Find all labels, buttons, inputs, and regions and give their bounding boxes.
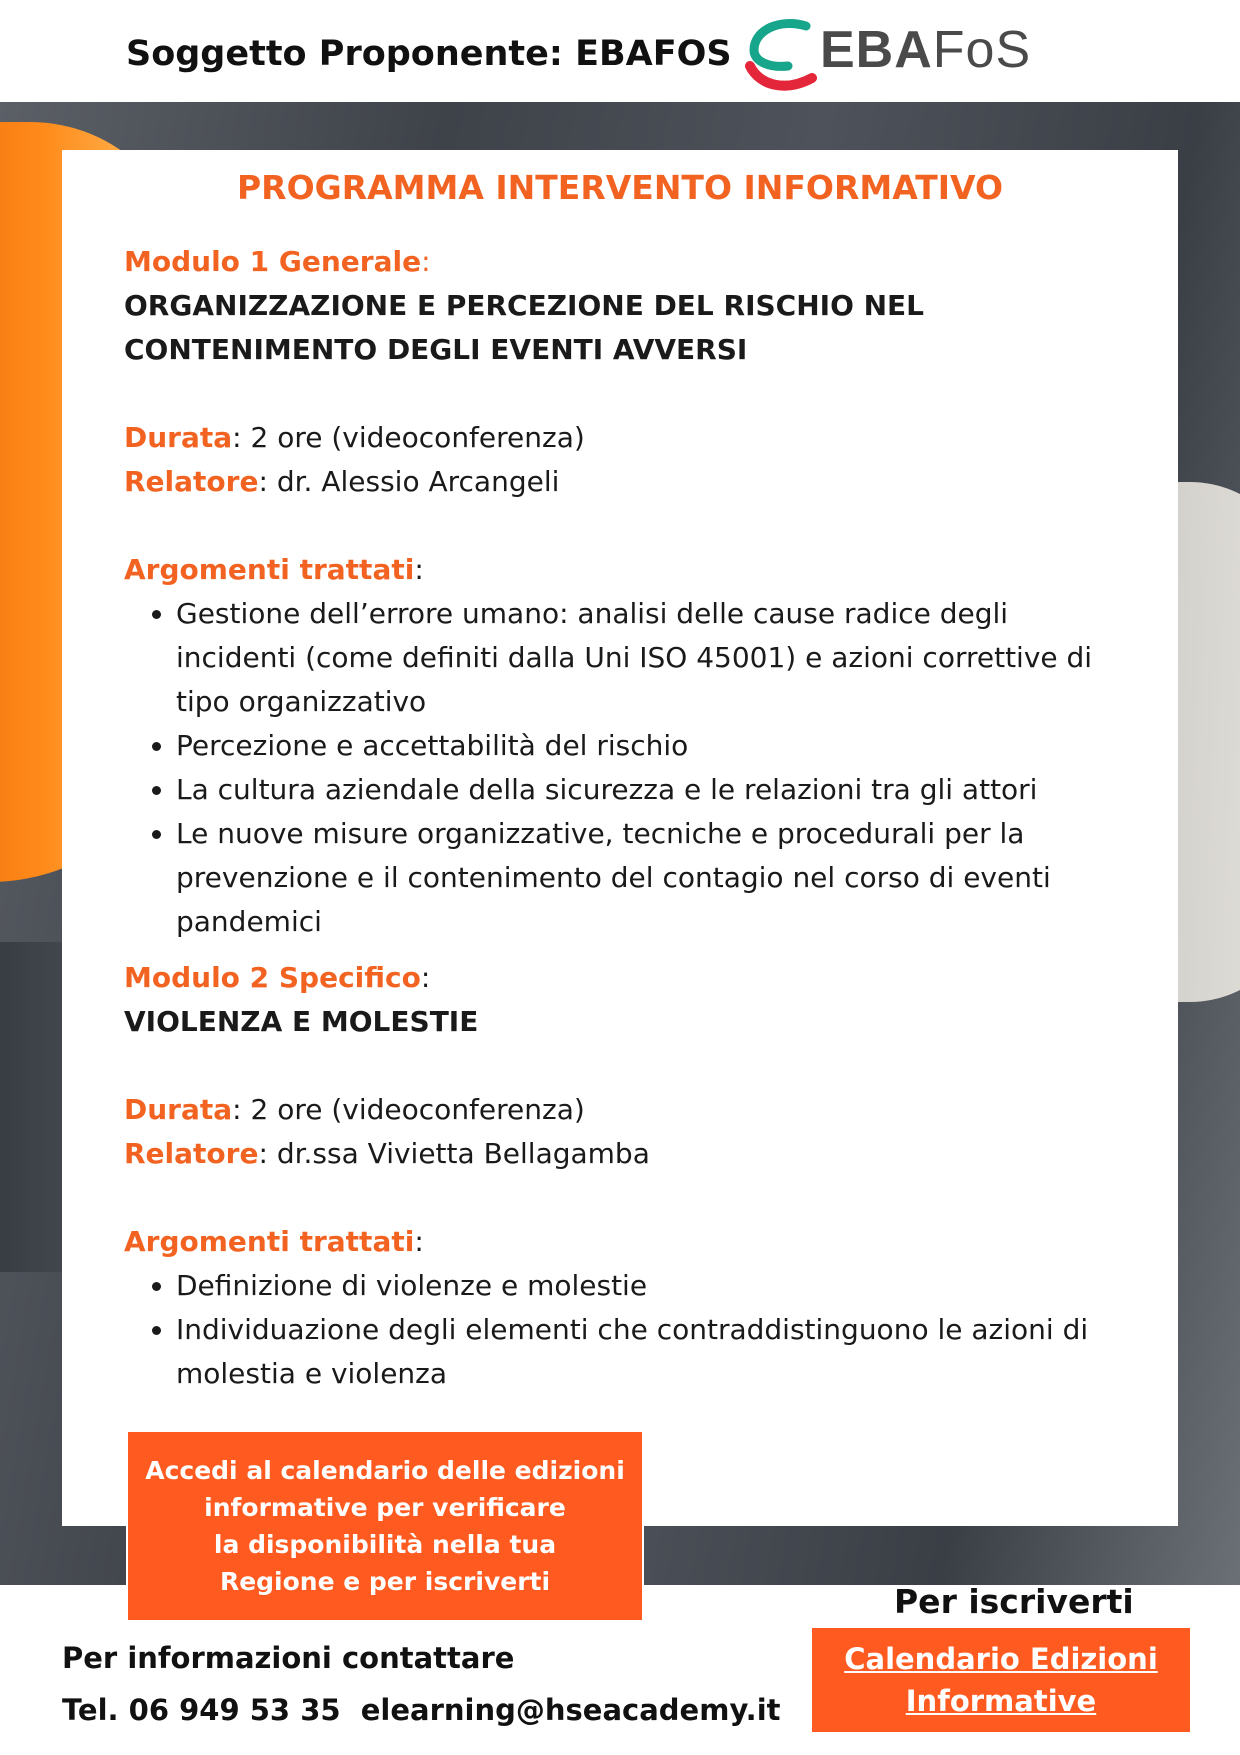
module2-duration: Durata: 2 ore (videoconferenza) [124, 1093, 585, 1126]
calendar-editions-button[interactable]: Calendario Edizioni Informative [812, 1628, 1190, 1732]
list-item: • Definizione di violenze e molestie [176, 1264, 1124, 1308]
module1-speaker: Relatore: dr. Alessio Arcangeli [124, 465, 560, 498]
module1-label-line: Modulo 1 Generale: [124, 245, 431, 278]
logo-text: EBAFoS [820, 21, 1032, 79]
program-content [124, 240, 1124, 1396]
module1-label: Modulo 1 Generale [124, 245, 422, 278]
list-item: • Gestione dell’errore umano: analisi delle cause radice degli incidenti (come definiti dalla Uni ISO 45001) e azioni correttive di tipo organizzativo [176, 592, 1124, 724]
module1-duration: Durata: 2 ore (videoconferenza) [124, 421, 585, 454]
email-link[interactable]: elearning@hseacademy.it [360, 1693, 781, 1727]
list-item: • Percezione e accettabilità del rischio [176, 724, 1124, 768]
phone-number: Tel. 06 949 53 35 [62, 1693, 341, 1727]
list-item: • La cultura aziendale della sicurezza e le relazioni tra gli attori [176, 768, 1124, 812]
module1-heading-line2: CONTENIMENTO DEGLI EVENTI AVVERSI [124, 333, 748, 366]
module1-topics-label: Argomenti trattati: [124, 553, 424, 586]
contact-label: Per informazioni contattare [62, 1641, 515, 1675]
program-panel [62, 150, 1178, 1526]
contact-details [62, 1684, 781, 1736]
module2-section [124, 956, 1124, 1396]
header [0, 0, 1240, 102]
header-title: Soggetto Proponente: EBAFOS [126, 34, 732, 74]
module1-topics-list [124, 592, 1124, 944]
module1-heading-line1: ORGANIZZAZIONE E PERCEZIONE DEL RISCHIO NEL [124, 289, 925, 322]
module2-label-line: Modulo 2 Specifico: [124, 961, 431, 994]
ebafos-logo [740, 16, 1030, 98]
module2-heading: VIOLENZA E MOLESTIE [124, 1005, 479, 1038]
module2-speaker: Relatore: dr.ssa Vivietta Bellagamba [124, 1137, 650, 1170]
list-item: • Individuazione degli elementi che contraddistinguono le azioni di molestia e violenza [176, 1308, 1124, 1396]
list-item: • Le nuove misure organizzative, tecniche e procedurali per la prevenzione e il contenimento del contagio nel corso di eventi pandemici [176, 812, 1124, 944]
contact-info [62, 1632, 781, 1736]
program-title: PROGRAMMA INTERVENTO INFORMATIVO [236, 168, 1004, 207]
module2-topics-label: Argomenti trattati: [124, 1225, 424, 1258]
module2-topics-list [124, 1264, 1124, 1396]
module2-label: Modulo 2 Specifico [124, 961, 421, 994]
calendar-info-box: Accedi al calendario delle edizioni informative per verificare la disponibilità nella tua Regione e per iscriverti [126, 1430, 644, 1622]
signup-label: Per iscriverti [894, 1582, 1134, 1621]
ebafos-logo-swoosh-icon [740, 16, 820, 98]
